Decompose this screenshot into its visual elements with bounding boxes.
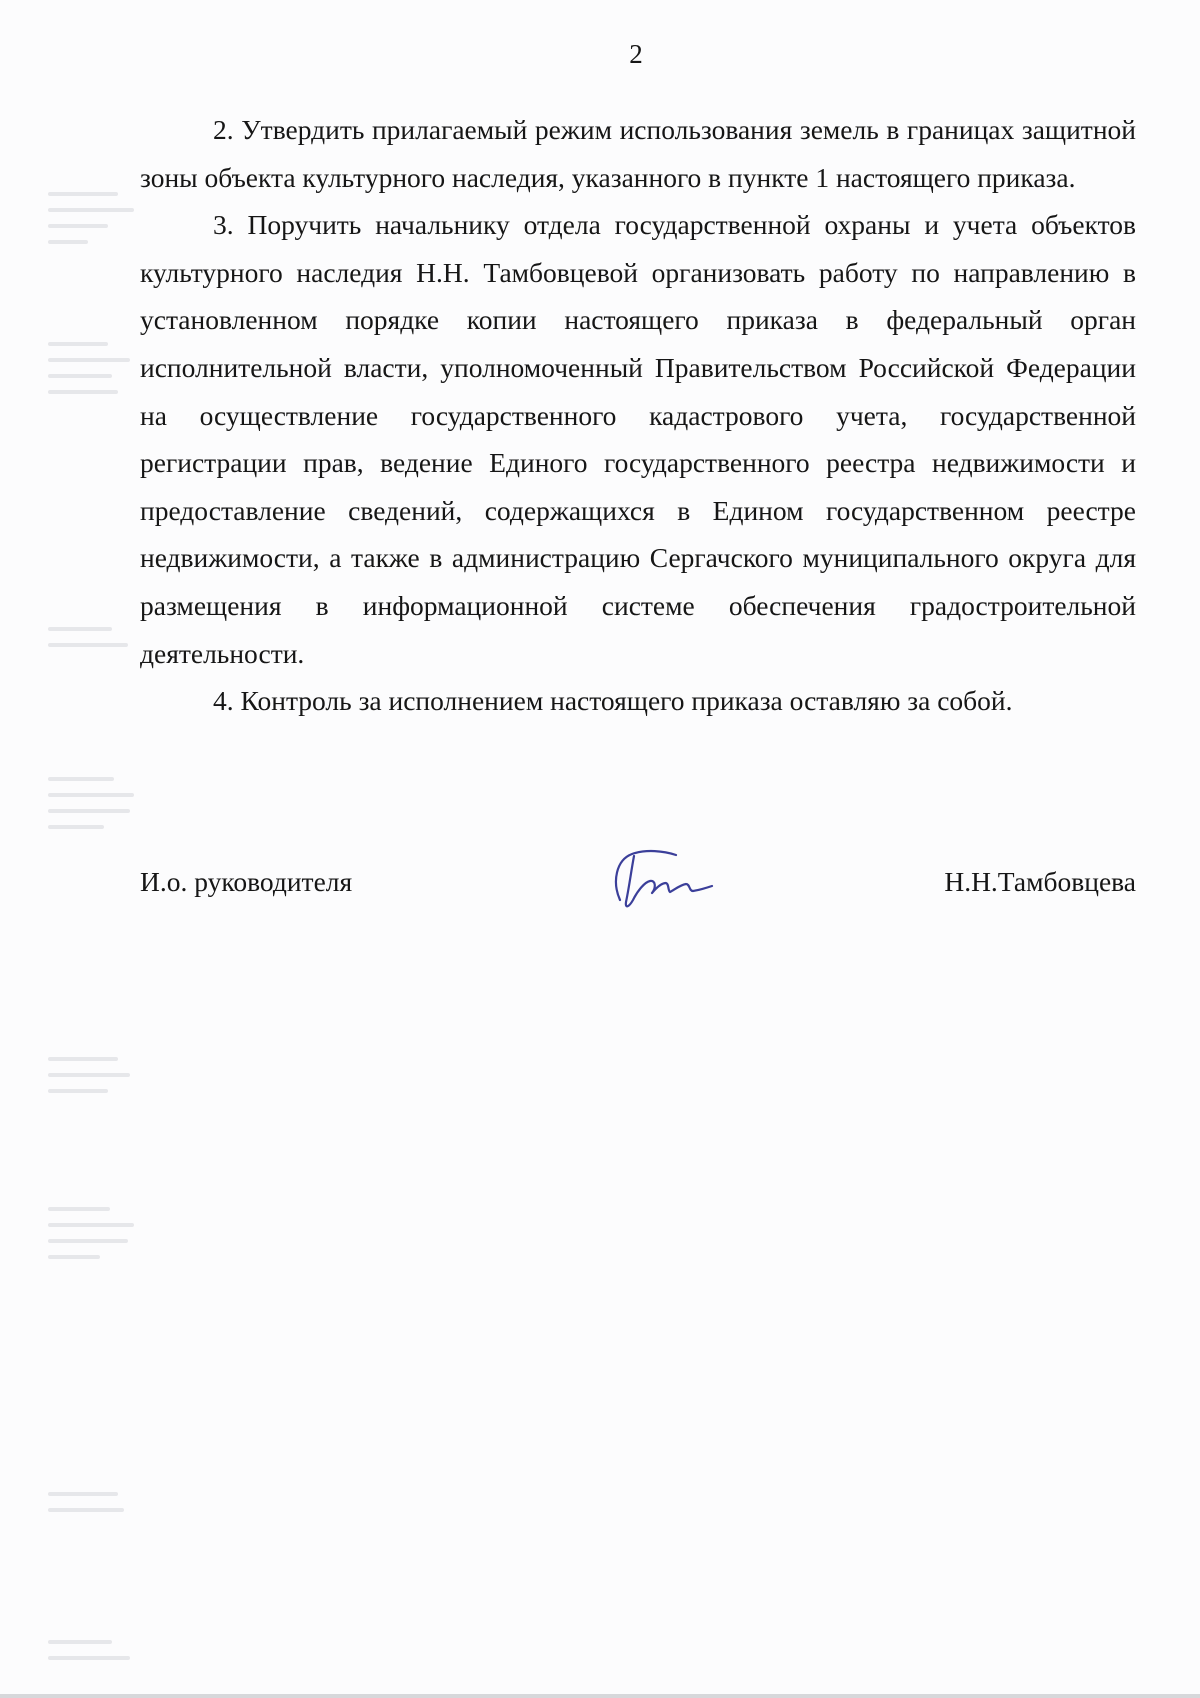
scan-edge [0, 1694, 1200, 1698]
show-through-marks [48, 615, 148, 695]
paragraph-approve-regime: 2. Утвердить прилагаемый режим использования земель в границах защитной зоны объекта культурного наследия, указанного в пункте 1 настоящего приказа. [140, 114, 1136, 193]
show-through-marks [48, 765, 148, 845]
signature-block [140, 858, 1136, 918]
show-through-marks [48, 1045, 148, 1125]
paragraph-control: 4. Контроль за исполнением настоящего приказа оставляю за собой. [213, 685, 1013, 717]
paragraph-assignment: 3. Поручить начальнику отдела государственной охраны и учета объектов культурного наследия Н.Н. Тамбовцевой организовать работу по направлению в установленном порядке копии настоящего приказа в федеральный орган исполнительной власти, уполномоченный Правительством Российской Федерации на осуществление государственного кадастрового учета, государственной регистрации прав, ведение Единого государственного реестра недвижимости и предоставление сведений, содержащихся в Едином государственном реестре недвижимости, а также в администрацию Сергачского муниципального округа для размещения в информационной системе обеспечения градостроительной деятельности. [140, 209, 1136, 669]
show-through-marks [48, 330, 148, 410]
show-through-marks [48, 1628, 148, 1698]
show-through-marks [48, 180, 148, 260]
signatory-title: И.о. руководителя [140, 866, 353, 897]
page-number: 2 [629, 39, 643, 69]
show-through-marks [48, 1480, 148, 1560]
handwritten-signature [598, 838, 718, 918]
show-through-marks [48, 1195, 148, 1275]
document-body [140, 106, 1136, 725]
signatory-name: Н.Н.Тамбовцева [944, 866, 1136, 897]
